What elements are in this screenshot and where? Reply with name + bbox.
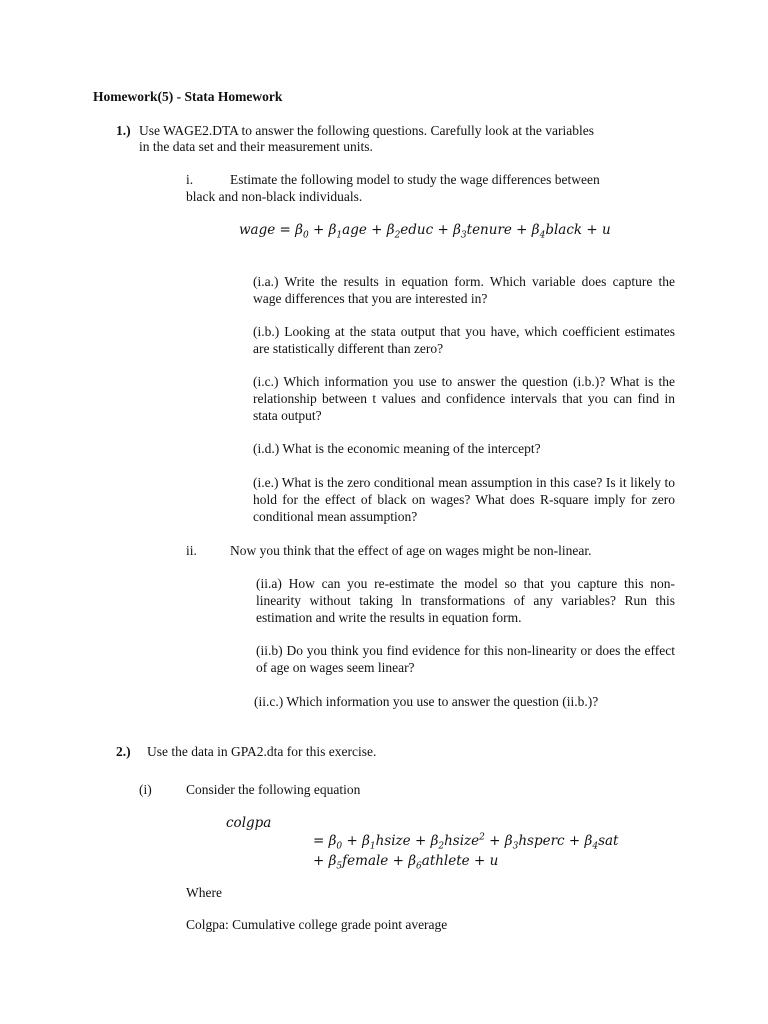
question-2-number: 2.) <box>116 744 131 759</box>
question-2-part-i-text: Consider the following equation <box>186 782 361 797</box>
sub-question-iic: (ii.c.) Which information you use to answer the question (ii.b.)? <box>254 694 599 709</box>
question-1-number: 1.) <box>116 123 131 138</box>
part-ii-text: Now you think that the effect of age on wages might be non-linear. <box>230 543 592 558</box>
sub-question-ia: (i.a.) Write the results in equation form. Which variable does capture the wage differences that you are interested in? <box>253 274 675 306</box>
where-label: Where <box>186 885 222 900</box>
colgpa-definition: Colgpa: Cumulative college grade point average <box>186 917 448 932</box>
page-title: Homework(5) - Stata Homework <box>93 89 283 104</box>
wage-equation: wage = $\beta_0 + \beta_1age$ + $\beta_2educ$ + $\beta_3tenure$ + $\beta_4black + u$ <box>239 222 611 241</box>
question-1-text-line2: in the data set and their measurement units. <box>139 139 373 154</box>
part-i-text: Estimate the following model to study the wage differences between <box>230 172 600 187</box>
part-ii-label: ii. <box>186 543 197 558</box>
sub-question-id: (i.d.) What is the economic meaning of the intercept? <box>253 441 541 456</box>
question-2-text: Use the data in GPA2.dta for this exercise. <box>147 744 377 759</box>
colgpa-equation-line2: + $\beta_5female$ + $\beta_6athlete + u$ <box>313 853 499 872</box>
question-1-text-line1: Use WAGE2.DTA to answer the following questions. Carefully look at the variables <box>139 123 594 138</box>
colgpa-equation-lhs: colgpa <box>226 815 272 831</box>
question-2-part-i-label: (i) <box>139 782 152 797</box>
sub-question-ib: (i.b.) Looking at the stata output that you have, which coefficient estimates are statistically different than zero? <box>253 324 675 356</box>
sub-question-iib: (ii.b) Do you think you find evidence for this non-linearity or does the effect of age on wages seem linear? <box>256 643 675 675</box>
colgpa-equation-line1: = $\beta_0$ + $\beta_1hsize$ + $\beta_2hsize^2$ + $\beta_3hsperc + \beta_4sat$ <box>313 832 619 852</box>
sub-question-ie: (i.e.) What is the zero conditional mean assumption in this case? Is it likely to hold for the effect of black on wages? What does R-square imply for zero conditional mean assumption? <box>253 475 675 524</box>
part-i-text-line2: black and non-black individuals. <box>186 189 363 204</box>
sub-question-ic: (i.c.) Which information you use to answer the question (i.b.)? What is the relationship between t values and confidence intervals that you can find in stata output? <box>253 374 675 423</box>
sub-question-iia: (ii.a) How can you re-estimate the model so that you capture this non-linearity without taking ln transformations of any variables? Run this estimation and write the results in equation form. <box>256 576 675 625</box>
part-i-label: i. <box>186 172 194 187</box>
